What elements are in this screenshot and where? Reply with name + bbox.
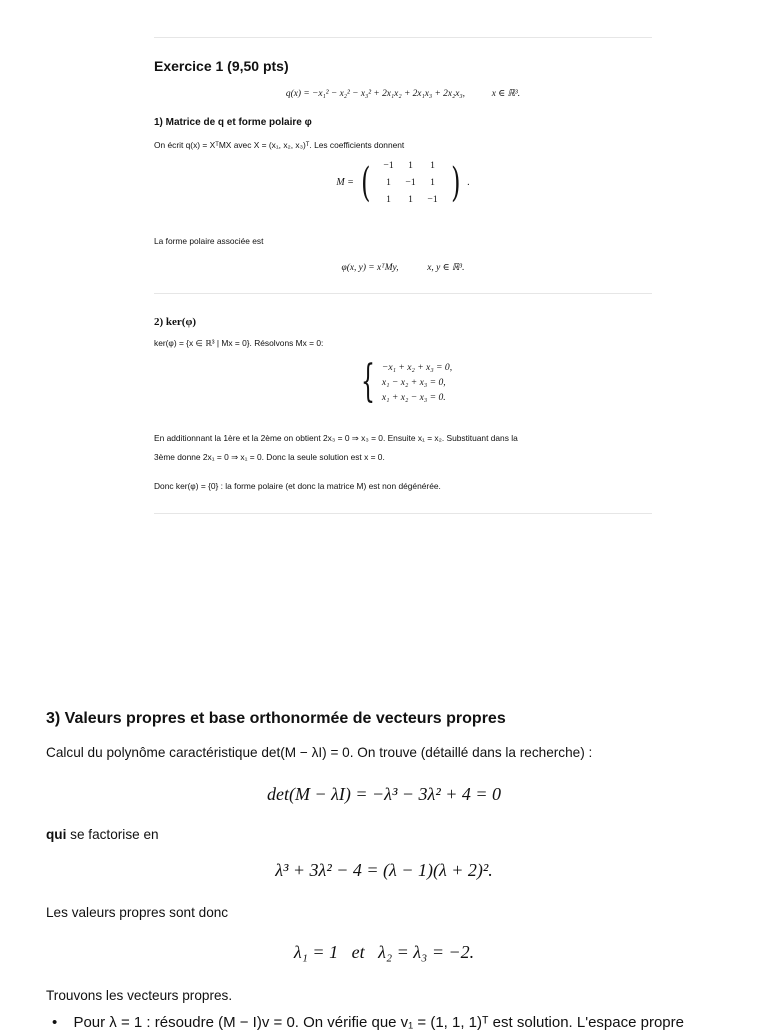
section-2-paragraph-line-2: 3ème donne 2x₁ = 0 ⇒ x₁ = 0. Donc la seule solution est x = 0. [154, 452, 385, 462]
linear-system [154, 356, 652, 407]
matrix-cell: 1 [408, 160, 413, 171]
bottom-divider [154, 513, 652, 514]
top-divider [154, 37, 652, 38]
eigenvectors-intro: Trouvons les vecteurs propres. [46, 988, 233, 1003]
factor-intro [46, 827, 159, 842]
matrix-cell: 1 [408, 194, 413, 205]
section-2-conclusion: Donc ker(φ) = {0} : la forme polaire (et donc la matrice M) est non dégénérée. [154, 481, 441, 491]
matrix-cell: 1 [430, 160, 435, 171]
section-3-title: 3) Valeurs propres et base orthonormée de vecteurs propres [46, 710, 506, 727]
bullet-text: Pour λ = 1 : résoudre (M − I)v = 0. On vérifie que v₁ = (1, 1, 1)ᵀ est solution. L'espace propre [73, 1014, 684, 1031]
system-eq: x₁ − x₂ + x₃ = 0, [381, 376, 446, 388]
characteristic-polynomial: det(M − λI) = −λ³ − 3λ² + 4 = 0 [266, 784, 502, 804]
eigenvalues-intro: Les valeurs propres sont donc [46, 905, 229, 920]
section-2-paragraph-line-1: En additionnant la 1ère et la 2ème on obtient 2x₃ = 0 ⇒ x₃ = 0. Ensuite x₁ = x₂. Substituant dans la [154, 433, 518, 443]
right-paren: ) [450, 159, 461, 206]
section-2-intro: ker(φ) = {x ∈ ℝ³ | Mx = 0}. Résolvons Mx = 0: [154, 338, 324, 348]
eigenvalues: λ₁ = 1 et λ₂ = λ₃ = −2. [293, 942, 475, 962]
polar-intro: La forme polaire associée est [154, 236, 264, 246]
matrix-cell: −1 [405, 177, 416, 188]
matrix-cell: 1 [430, 177, 435, 188]
matrix-label: M = [336, 177, 354, 188]
section-1-title: 1) Matrice de q et forme polaire φ [154, 117, 312, 128]
exercise-title: Exercice 1 (9,50 pts) [154, 58, 289, 74]
factor-bold: qui [46, 827, 67, 842]
left-brace: { [360, 356, 375, 407]
section-2-title: 2) ker(φ) [154, 316, 196, 328]
section-3-intro: Calcul du polynôme caractéristique det(M − λI) = 0. On trouve (détaillé dans la recherche) : [46, 745, 593, 760]
polar-form [154, 262, 652, 273]
factorization: λ³ + 3λ² − 4 = (λ − 1)(λ + 2)². [275, 860, 493, 880]
bullet-item [52, 1014, 684, 1031]
polar-domain: x, y ∈ ℝ³. [427, 263, 465, 273]
system-lines [382, 362, 452, 403]
matrix-grid [378, 160, 444, 205]
matrix-end: . [467, 177, 470, 188]
factor-rest: se factorise en [66, 827, 159, 842]
section-1-intro: On écrit q(x) = XᵀMX avec X = (x₁, x₂, x₃)ᵀ. Les coefficients donnent [154, 140, 405, 150]
q-definition [154, 88, 652, 99]
bullet-dot: • [52, 1014, 58, 1031]
left-paren: ( [361, 159, 371, 206]
q-formula: q(x) = −x₁² − x₂² − x₃² + 2x₁x₂ + 2x₁x₃ + 2x₂x₃, [285, 89, 466, 99]
divider [154, 293, 652, 294]
q-domain: x ∈ ℝ³. [491, 89, 521, 99]
system-eq: −x₁ + x₂ + x₃ = 0, [381, 361, 453, 373]
polar-formula: φ(x, y) = xᵀMy, [341, 263, 399, 273]
matrix-cell: −1 [427, 194, 438, 205]
matrix-m [154, 160, 652, 205]
matrix-cell: 1 [386, 194, 391, 205]
matrix-cell: −1 [383, 160, 394, 171]
matrix-cell: 1 [386, 177, 391, 188]
system-eq: x₁ + x₂ − x₃ = 0. [381, 391, 446, 403]
